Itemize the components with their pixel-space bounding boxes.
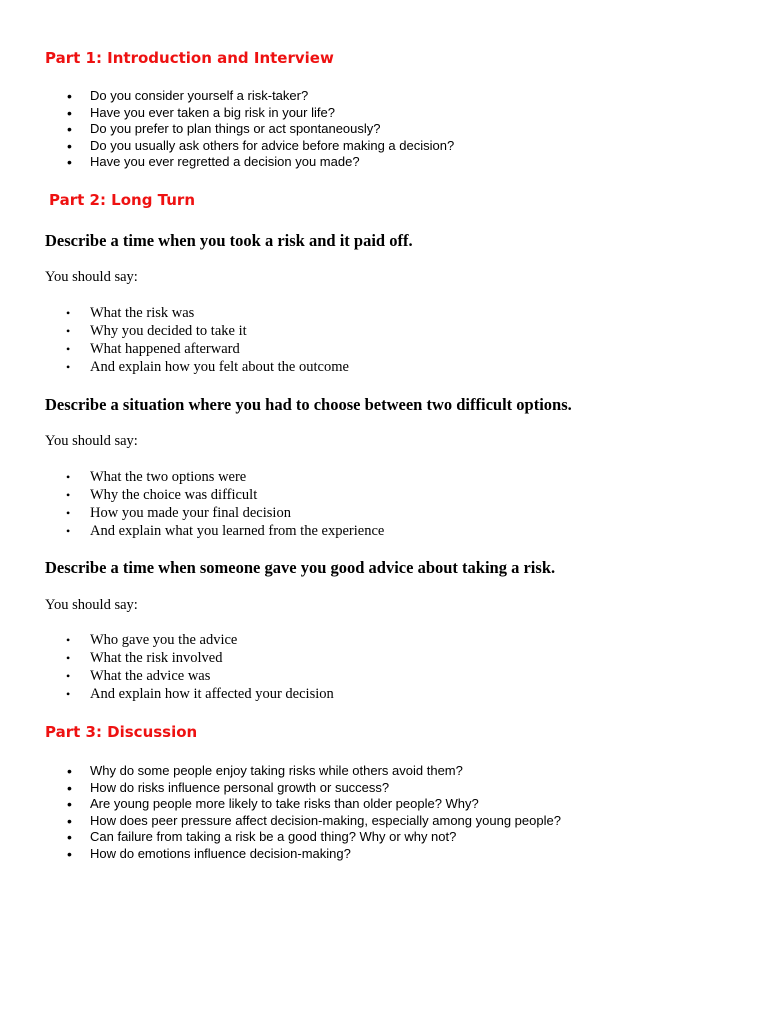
list-item [64, 121, 454, 138]
point-text: What the risk involved [90, 650, 223, 666]
point-text: What happened afterward [90, 341, 240, 357]
question-text: How do emotions influence decision-making? [90, 845, 351, 861]
part2-heading: Part 2: Long Turn [49, 191, 196, 209]
cue-card-points [64, 468, 384, 540]
point-text: And explain what you learned from the experience [90, 523, 385, 539]
bullet-icon: • [67, 104, 72, 121]
list-item [64, 522, 384, 540]
cue-card-prompt: You should say: [45, 433, 138, 449]
question-text: Do you usually ask others for advice before making a decision? [90, 137, 455, 153]
list-item [64, 780, 561, 797]
cue-card-title: Describe a time when you took a risk and it paid off. [45, 231, 413, 250]
list-item [64, 468, 384, 486]
list-item [64, 154, 454, 171]
bullet-icon: • [66, 506, 71, 520]
list-item [64, 685, 334, 703]
cue-card-prompt: You should say: [45, 269, 138, 285]
bullet-icon: • [67, 763, 72, 779]
list-item [64, 763, 561, 780]
point-text: What the advice was [90, 668, 211, 684]
bullet-icon: • [67, 845, 72, 862]
list-item [64, 358, 349, 376]
bullet-icon: • [66, 342, 71, 356]
question-text: Why do some people enjoy taking risks while others avoid them? [90, 763, 463, 778]
point-text: And explain how it affected your decision [90, 686, 334, 702]
list-item [64, 486, 384, 504]
bullet-icon: • [67, 812, 72, 829]
list-item [64, 846, 561, 863]
point-text: And explain how you felt about the outcome [90, 359, 349, 375]
bullet-icon: • [67, 137, 72, 154]
list-item [64, 829, 561, 846]
question-text: Have you ever taken a big risk in your life? [90, 104, 335, 120]
question-text: Have you ever regretted a decision you made? [90, 154, 360, 169]
question-text: Do you consider yourself a risk-taker? [90, 88, 309, 103]
bullet-icon: • [66, 687, 71, 701]
bullet-icon: • [66, 488, 71, 502]
point-text: Why the choice was difficult [90, 487, 258, 503]
list-item [64, 88, 454, 105]
cue-card-title: Describe a time when someone gave you good advice about taking a risk. [45, 558, 556, 577]
bullet-icon: • [66, 633, 71, 647]
cue-card-prompt: You should say: [45, 597, 138, 613]
bullet-icon: • [66, 524, 71, 538]
list-item [64, 813, 561, 830]
list-item [64, 138, 454, 155]
cue-card-points [64, 304, 349, 376]
list-item [64, 340, 349, 358]
point-text: Who gave you the advice [90, 632, 238, 648]
cue-card-title: Describe a situation where you had to choose between two difficult options. [45, 395, 572, 414]
bullet-icon: • [67, 796, 72, 812]
bullet-icon: • [66, 306, 71, 320]
list-item [64, 667, 334, 685]
point-text: Why you decided to take it [90, 323, 247, 339]
bullet-icon: • [67, 829, 72, 845]
list-item [64, 796, 561, 813]
question-text: Can failure from taking a risk be a good thing? Why or why not? [90, 829, 457, 844]
question-text: How does peer pressure affect decision-making, especially among young people? [90, 812, 561, 828]
list-item [64, 649, 334, 667]
bullet-icon: • [67, 779, 72, 796]
bullet-icon: • [66, 651, 71, 665]
list-item [64, 504, 384, 522]
bullet-icon: • [66, 360, 71, 374]
question-text: Do you prefer to plan things or act spontaneously? [90, 121, 381, 136]
bullet-icon: • [66, 470, 71, 484]
part3-heading: Part 3: Discussion [45, 723, 198, 741]
list-item [64, 105, 454, 122]
question-text: Are young people more likely to take risks than older people? Why? [90, 796, 479, 811]
list-item [64, 631, 334, 649]
question-text: How do risks influence personal growth or success? [90, 779, 390, 795]
list-item [64, 322, 349, 340]
cue-card-points [64, 631, 334, 703]
part1-question-list [64, 88, 454, 171]
part1-heading: Part 1: Introduction and Interview [45, 49, 334, 67]
bullet-icon: • [67, 88, 72, 104]
point-text: How you made your final decision [90, 505, 291, 521]
part3-question-list [64, 763, 561, 862]
point-text: What the risk was [90, 305, 195, 321]
bullet-icon: • [66, 324, 71, 338]
bullet-icon: • [67, 154, 72, 170]
bullet-icon: • [66, 669, 71, 683]
list-item [64, 304, 349, 322]
point-text: What the two options were [90, 469, 247, 485]
bullet-icon: • [67, 121, 72, 137]
